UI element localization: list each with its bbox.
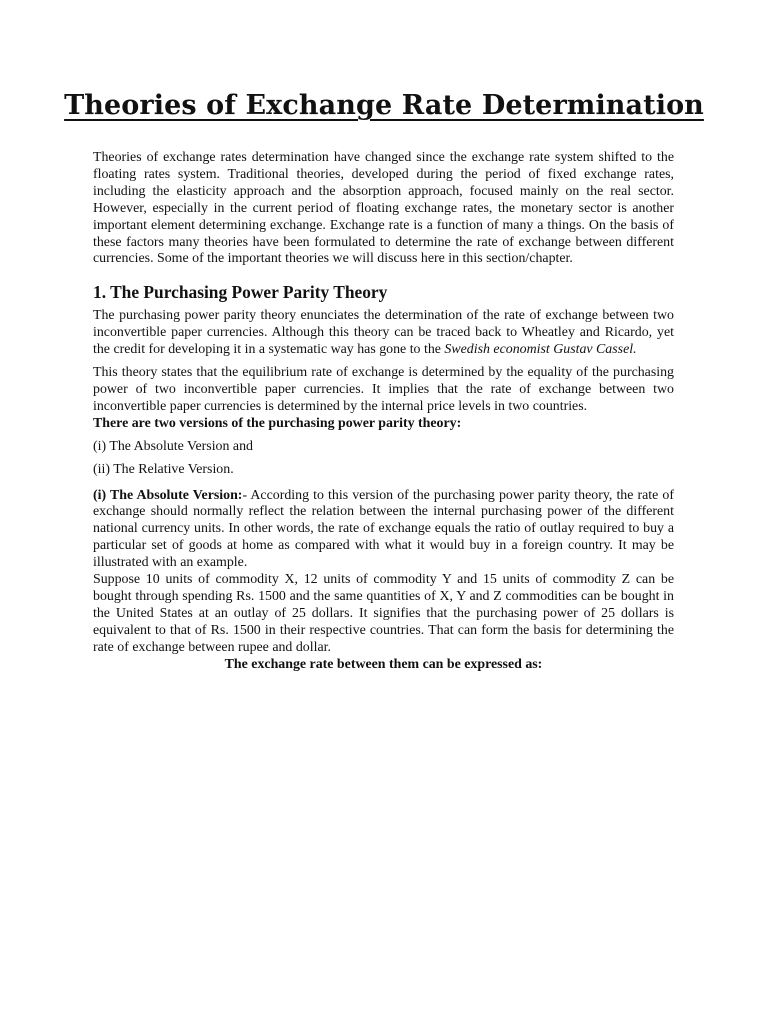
document-title-text: Theories of Exchange Rate Determination: [64, 90, 704, 121]
version-item-absolute: (i) The Absolute Version and: [93, 438, 253, 454]
ppp-paragraph-1-text: The purchasing power parity theory enunciates the determination of the rate of exchange between two inconvertible paper currencies. Although this theory can be traced back to Wheatley and Ricardo, yet the credit for developing it in a systematic way has gone to the: [93, 308, 674, 358]
version-item-relative: (ii) The Relative Version.: [93, 461, 234, 477]
document-title: [0, 86, 768, 126]
intro-paragraph: Theories of exchange rates determination have changed since the exchange rate system shifted to the floating rates system. Traditional theories, developed during the period of fixed exchange rates, including the elasticity approach and the absorption approach, focused mainly on the real sector. However, especially in the current period of floating exchange rates, the monetary sector is another important element determining exchange. Exchange rate is a function of many a things. On the basis of these factors many theories have been formulated to determine the rate of exchange between different currencies. Some of the important theories we will discuss here in this section/chapter.: [93, 150, 674, 267]
ppp-paragraph-2: This theory states that the equilibrium rate of exchange is determined by the equality of the purchasing power of two inconvertible paper currencies. It implies that the rate of exchange between two inconvertible paper currencies is determined by the internal price levels in two countries.: [93, 365, 674, 414]
versions-heading: There are two versions of the purchasing power parity theory:: [93, 415, 462, 431]
absolute-version-text: - According to this version of the purchasing power parity theory, the rate of exchange should normally reflect the relation between the internal purchasing power of the different national currency units. In other words, the rate of exchange equals the ratio of outlay required to buy a particular set of goods at home as compared with what it would buy in a foreign country. It may be illustrated with an example.: [93, 487, 675, 571]
expression-line: The exchange rate between them can be expressed as:: [224, 656, 543, 672]
ppp-paragraph-1: [93, 308, 674, 359]
example-paragraph: Suppose 10 units of commodity X, 12 units of commodity Y and 15 units of commodity Z can be bought through spending Rs. 1500 and the same quantities of X, Y and Z commodities can be bought in the United States at an outlay of 25 dollars. It signifies that the purchasing power of 25 dollars is equivalent to that of Rs. 1500 in their respective countries. That can form the basis for determining the rate of exchange between rupee and dollar.: [93, 572, 674, 655]
section-heading-ppp: 1. The Purchasing Power Parity Theory: [93, 282, 388, 303]
document-body: [93, 150, 674, 673]
absolute-version-label: (i) The Absolute Version:: [93, 487, 243, 503]
ppp-paragraph-1-italic: Swedish economist Gustav Cassel.: [444, 342, 637, 358]
absolute-version-paragraph: [93, 488, 674, 573]
